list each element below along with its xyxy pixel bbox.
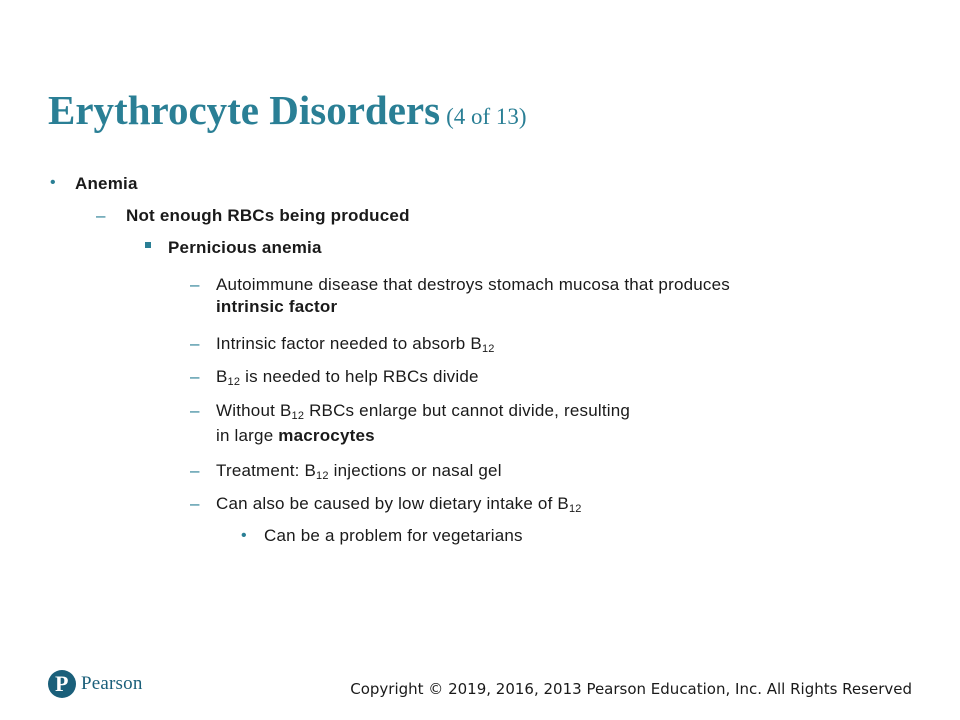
copyright-text: Copyright © 2019, 2016, 2013 Pearson Education, Inc. All Rights Reserved	[350, 680, 912, 698]
item-without-line1: Without $B_{12}$ RBCs enlarge but cannot divide, resulting	[216, 401, 631, 422]
dash-icon: –	[190, 275, 200, 294]
item-not-enough: Not enough RBCs being produced	[126, 206, 410, 225]
page-title	[48, 87, 527, 133]
pearson-logo	[48, 670, 178, 702]
pearson-wordmark: Pearson	[81, 673, 143, 694]
pearson-logo-icon: P	[48, 670, 76, 698]
item-pernicious: Pernicious anemia	[168, 238, 322, 257]
item-autoimmune-line2: intrinsic factor	[216, 297, 338, 316]
item-vegetarians: Can be a problem for vegetarians	[264, 526, 523, 545]
item-treatment: Treatment: $B_{12}$ injections or nasal gel	[216, 461, 502, 482]
title-sub: (4 of 13)	[446, 104, 527, 129]
item-dietary: Can also be caused by low dietary intake of $B_{12}$	[216, 494, 582, 515]
dash-icon: –	[190, 367, 200, 386]
dash-icon: –	[190, 334, 200, 353]
item-b12-divide: $B_{12}$ is needed to help RBCs divide	[216, 367, 479, 388]
item-autoimmune-line1: Autoimmune disease that destroys stomach mucosa that produces	[216, 275, 730, 294]
bullet-icon: •	[241, 527, 247, 544]
bullet-icon: •	[50, 174, 56, 191]
square-bullet-icon	[145, 242, 151, 248]
dash-icon: –	[190, 494, 200, 513]
item-without-line2: in large macrocytes	[216, 426, 375, 445]
title-main: Erythrocyte Disorders	[48, 87, 441, 133]
item-anemia: Anemia	[75, 174, 138, 193]
item-intrinsic: Intrinsic factor needed to absorb $B_{12}$	[216, 334, 495, 355]
dash-icon: –	[96, 206, 106, 225]
dash-icon: –	[190, 401, 200, 420]
dash-icon: –	[190, 461, 200, 480]
